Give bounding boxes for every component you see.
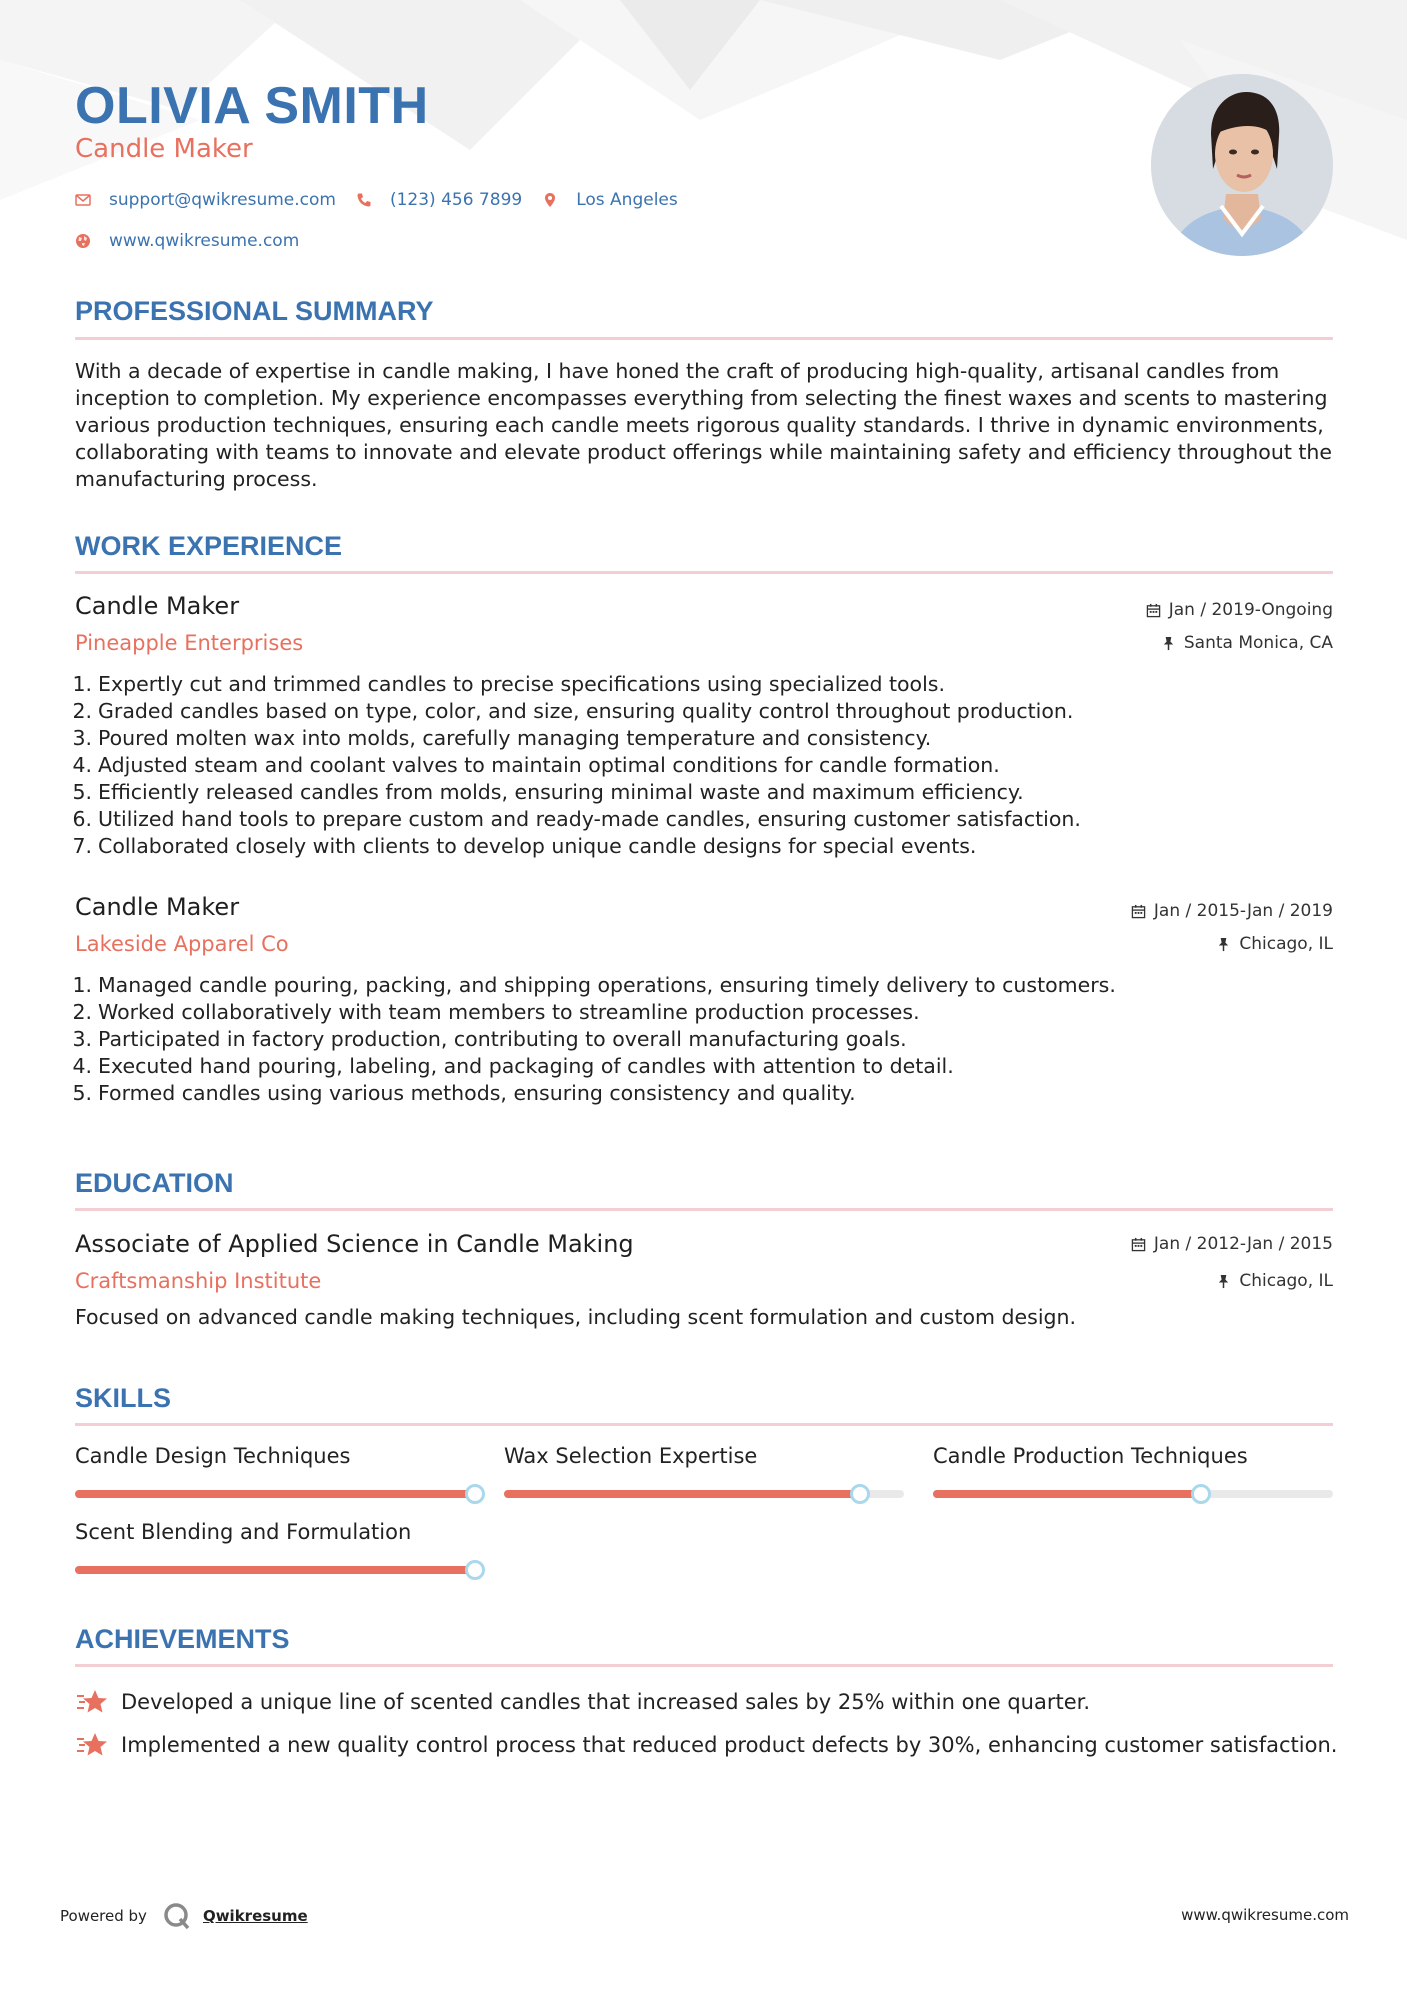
skill-bar [933,1490,1333,1498]
pushpin-icon [1161,636,1176,651]
list-item: 4. Adjusted steam and coolant valves to maintain optimal conditions for candle formation. [72,753,1000,777]
list-item: 1. Managed candle pouring, packing, and shipping operations, ensuring timely delivery to customers. [72,973,1116,997]
list-item: 3. Participated in factory production, contributing to overall manufacturing goals. [72,1027,907,1051]
map-pin-icon [542,192,558,208]
star-award-icon [75,1729,109,1761]
job-2-dates-text: Jan / 2015-Jan / 2019 [1153,901,1333,921]
location-text: Los Angeles [576,190,678,210]
skill-label: Wax Selection Expertise [504,1444,758,1468]
job-2-title: Candle Maker [75,893,240,921]
footer-website[interactable]: www.qwikresume.com [1181,1906,1349,1924]
website-text: www.qwikresume.com [109,231,300,251]
education-divider [75,1208,1333,1211]
list-item: 6. Utilized hand tools to prepare custom and ready-made candles, ensuring customer satisfaction. [72,807,1081,831]
list-item: 3. Poured molten wax into molds, carefully managing temperature and consistency. [72,726,932,750]
skills-divider [75,1423,1333,1426]
summary-divider [75,337,1333,340]
summary-heading: PROFESSIONAL SUMMARY [75,296,434,326]
list-item: 4. Executed hand pouring, labeling, and packaging of candles with attention to detail. [72,1054,954,1078]
calendar-icon [1146,603,1161,618]
job-1-bullets [66,671,1336,860]
summary-text: With a decade of expertise in candle making, I have honed the craft of producing high-quality, artisanal candles from inception to completion. My experience encompasses everything from selecting the finest waxes and scents to mastering various production techniques, ensuring each candle meets rigorous quality standards. I thrive in dynamic environments, collaborating with teams to innovate and elevate product offerings while maintaining safety and efficiency throughout the manufacturing process. [75,359,1333,491]
job-1-dates [1146,600,1333,620]
achievements-heading: ACHIEVEMENTS [75,1624,290,1654]
skill-bar-fill [933,1490,1201,1498]
job-1-location-text: Santa Monica, CA [1183,633,1333,653]
achievement-text: Developed a unique line of scented candles that increased sales by 25% within one quarter. [121,1690,1091,1714]
qwikresume-logo-icon [163,1902,191,1930]
location-item [542,190,678,210]
website-item[interactable] [75,231,299,251]
phone-icon [356,192,372,208]
list-item: 1. Expertly cut and trimmed candles to precise specifications using specialized tools. [72,672,945,696]
achievement-text: Implemented a new quality control process that reduced product defects by 30%, enhancing customer satisfaction. [121,1733,1338,1757]
list-item: 2. Worked collaboratively with team members to streamline production processes. [72,1000,920,1024]
job-1-company: Pineapple Enterprises [75,631,304,655]
globe-icon [75,233,91,249]
phone-item[interactable] [356,190,522,210]
skill-bar [75,1490,475,1498]
experience-divider [75,571,1333,574]
calendar-icon [1131,904,1146,919]
education-school: Craftsmanship Institute [75,1269,322,1293]
contact-row-2 [75,231,319,251]
education-degree: Associate of Applied Science in Candle Making [75,1230,634,1258]
calendar-icon [1131,1237,1146,1252]
skills-heading: SKILLS [75,1383,172,1413]
experience-heading: WORK EXPERIENCE [75,531,343,561]
skill-bar [504,1490,904,1498]
education-description: Focused on advanced candle making techniques, including scent formulation and custom design. [75,1305,1077,1329]
skill-label: Candle Production Techniques [933,1444,1248,1468]
job-1-title: Candle Maker [75,592,240,620]
education-dates-text: Jan / 2012-Jan / 2015 [1153,1234,1333,1254]
achievement-item [75,1686,1090,1718]
education-dates [1131,1234,1333,1254]
education-location-text: Chicago, IL [1239,1271,1333,1291]
job-1-location [1161,633,1333,653]
footer-powered-by [60,1902,308,1930]
list-item: 7. Collaborated closely with clients to develop unique candle designs for special events. [72,834,977,858]
qwikresume-link[interactable]: Qwikresume [202,1907,308,1925]
skill-label: Scent Blending and Formulation [75,1520,412,1544]
phone-text: (123) 456 7899 [389,190,523,210]
education-heading: EDUCATION [75,1168,234,1198]
skill-bar-knob [465,1484,485,1504]
list-item: 5. Efficiently released candles from molds, ensuring minimal waste and maximum efficiency. [72,780,1024,804]
list-item: 2. Graded candles based on type, color, and size, ensuring quality control throughout production. [72,699,1074,723]
job-2-location-text: Chicago, IL [1239,934,1333,954]
skill-bar-knob [850,1484,870,1504]
skill-bar-knob [465,1560,485,1580]
job-2-location [1216,934,1333,954]
candidate-title: Candle Maker [75,134,253,164]
skill-bar-knob [1191,1484,1211,1504]
candidate-name: OLIVIA SMITH [75,77,429,135]
star-award-icon [75,1686,109,1718]
job-2-dates [1131,901,1333,921]
job-1-dates-text: Jan / 2019-Ongoing [1168,600,1333,620]
achievement-item [75,1729,1337,1761]
email-text: support@qwikresume.com [109,190,336,210]
job-2-company: Lakeside Apparel Co [75,932,289,956]
profile-photo [1151,74,1333,256]
pushpin-icon [1216,1274,1231,1289]
skill-bar-fill [75,1490,475,1498]
list-item: 5. Formed candles using various methods, ensuring consistency and quality. [72,1081,856,1105]
skill-bar-fill [75,1566,475,1574]
achievements-divider [75,1664,1333,1667]
email-item[interactable] [75,190,336,210]
job-2-bullets [66,972,1336,1107]
contact-row-1 [75,190,698,210]
pushpin-icon [1216,937,1231,952]
skill-label: Candle Design Techniques [75,1444,351,1468]
powered-by-text: Powered by [60,1907,147,1925]
skill-bar-fill [504,1490,860,1498]
education-location [1216,1271,1333,1291]
envelope-icon [75,192,91,208]
skill-bar [75,1566,475,1574]
